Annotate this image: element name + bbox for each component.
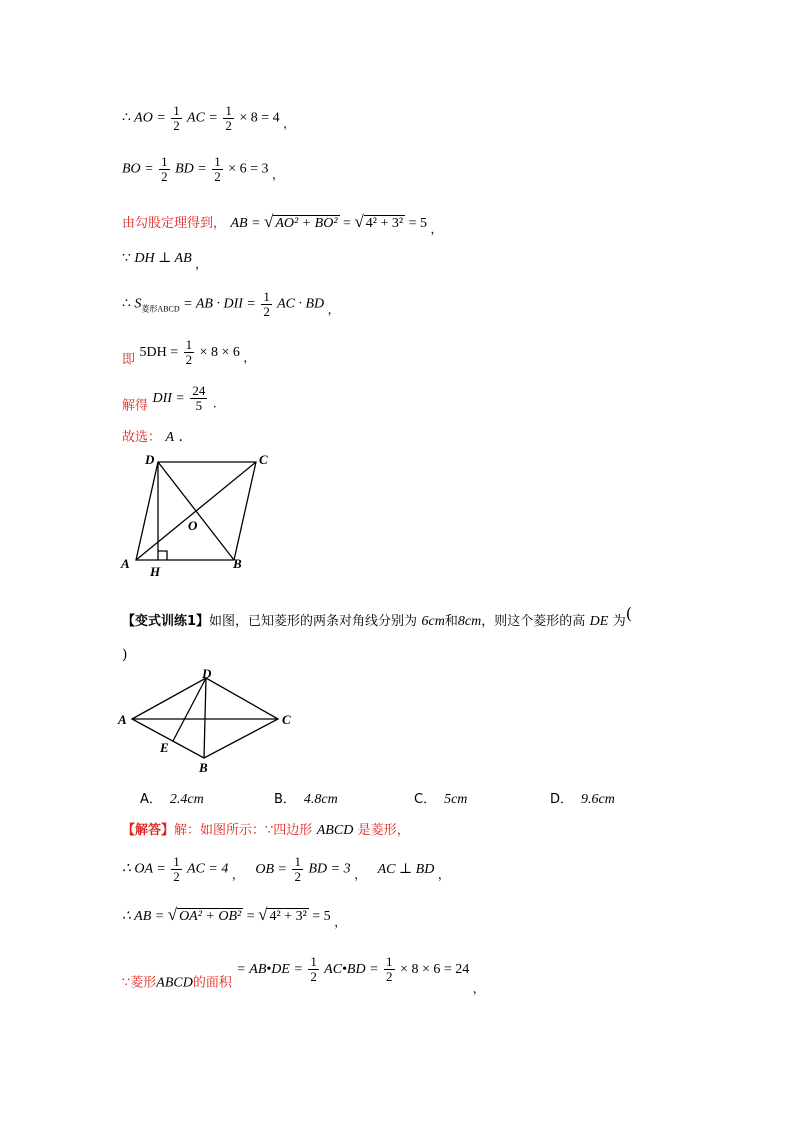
- label-c: C: [259, 452, 268, 467]
- option-c[interactable]: C． 5cm: [414, 792, 468, 807]
- expr-bo: BO =: [122, 161, 154, 177]
- answer-letter: A: [165, 430, 175, 445]
- label-c: C: [282, 712, 291, 727]
- line-pythagoras: 由勾股定理得到， AB = √ AO² + BO² = √ 4² + 3² = 5 ，: [122, 212, 443, 236]
- expr-result: × 8 = 4: [239, 110, 280, 126]
- diagonal-bd: [158, 462, 234, 560]
- fraction-half: $\frac{1}{2}$: [161, 154, 168, 184]
- diagonal-bd: [204, 678, 206, 758]
- label-h: H: [150, 564, 161, 579]
- line-bo: BO = $\frac{1}{2}$ BD = $\frac{1}{2}$ × 6 = 3 ，: [122, 154, 285, 184]
- exercise-paren-close: ): [122, 647, 128, 663]
- option-d[interactable]: D． 9.6cm: [550, 792, 615, 807]
- option-b[interactable]: B． 4.8cm: [274, 792, 338, 807]
- expr-ao: AO =: [134, 110, 166, 126]
- label-d: D: [202, 666, 212, 681]
- figure-parallelogram: [118, 450, 278, 580]
- expr-bd: BD =: [175, 161, 207, 177]
- figure-rhombus: [116, 666, 302, 774]
- therefore-symbol: ∴: [122, 110, 131, 126]
- solution-line-1: ∴ OA = $\frac{1}{2}$ AC = 4 ， OB = $\frac{1}{2}$ BD = 3 ， AC ⊥ BD ，: [122, 854, 450, 884]
- solution-line-3: ∵菱形ABCD的面积 = AB•DE = $\frac{1}{2}$ AC•BD = $\frac{1}{2}$ × 8 × 6 = 24 ，: [122, 954, 485, 996]
- fraction-half: $\frac{1}{2}$: [225, 103, 232, 133]
- solution-intro: 【解答】解：如图所示：∵四边形 ABCD 是菱形，: [122, 823, 410, 838]
- line-area: ∴ $S_{菱形ABCD}$ = AB · DII = $\frac{1}{2}$ AC · BD ，: [122, 289, 340, 319]
- solution-line-2: ∴ AB = √ OA² + OB² = √ 4² + 3² = 5 ，: [122, 905, 347, 929]
- line-perpendicular: ∵ DH ⊥ AB ，: [122, 251, 208, 271]
- label-b: B: [233, 556, 242, 571]
- label-o: O: [188, 518, 198, 533]
- line-answer: 故选： A .: [122, 429, 183, 445]
- line-ji: 即 5DH = $\frac{1}{2}$ × 8 × 6 ，: [122, 337, 256, 368]
- fraction-half: $\frac{1}{2}$: [173, 103, 180, 133]
- line-ao: ∴ AO = $\frac{1}{2}$ AC = $\frac{1}{2}$ × 8 = 4 ，: [122, 103, 296, 133]
- because-symbol: ∵: [122, 251, 131, 266]
- right-angle-mark: [158, 551, 167, 560]
- solution-tag: 【解答】: [122, 823, 175, 838]
- line-solve: 解得 DII = $\frac{24}{5}$ .: [122, 383, 217, 414]
- exercise-tag: 【变式训练1】: [122, 614, 210, 629]
- option-a[interactable]: A． 2.4cm: [140, 792, 204, 807]
- fraction-half: $\frac{1}{2}$: [214, 154, 221, 184]
- label-b: B: [199, 760, 208, 774]
- label-d: D: [145, 452, 155, 467]
- expr-result: × 6 = 3: [228, 161, 269, 177]
- label-a: A: [121, 556, 130, 571]
- pythagoras-text: 由勾股定理得到，: [122, 216, 227, 231]
- label-e: E: [160, 740, 169, 755]
- exercise-question: 【变式训练1】如图，已知菱形的两条对角线分别为 6cm和8cm，则这个菱形的高 DE 为(: [122, 604, 633, 629]
- expr-ac: AC =: [187, 110, 218, 126]
- label-a: A: [118, 712, 127, 727]
